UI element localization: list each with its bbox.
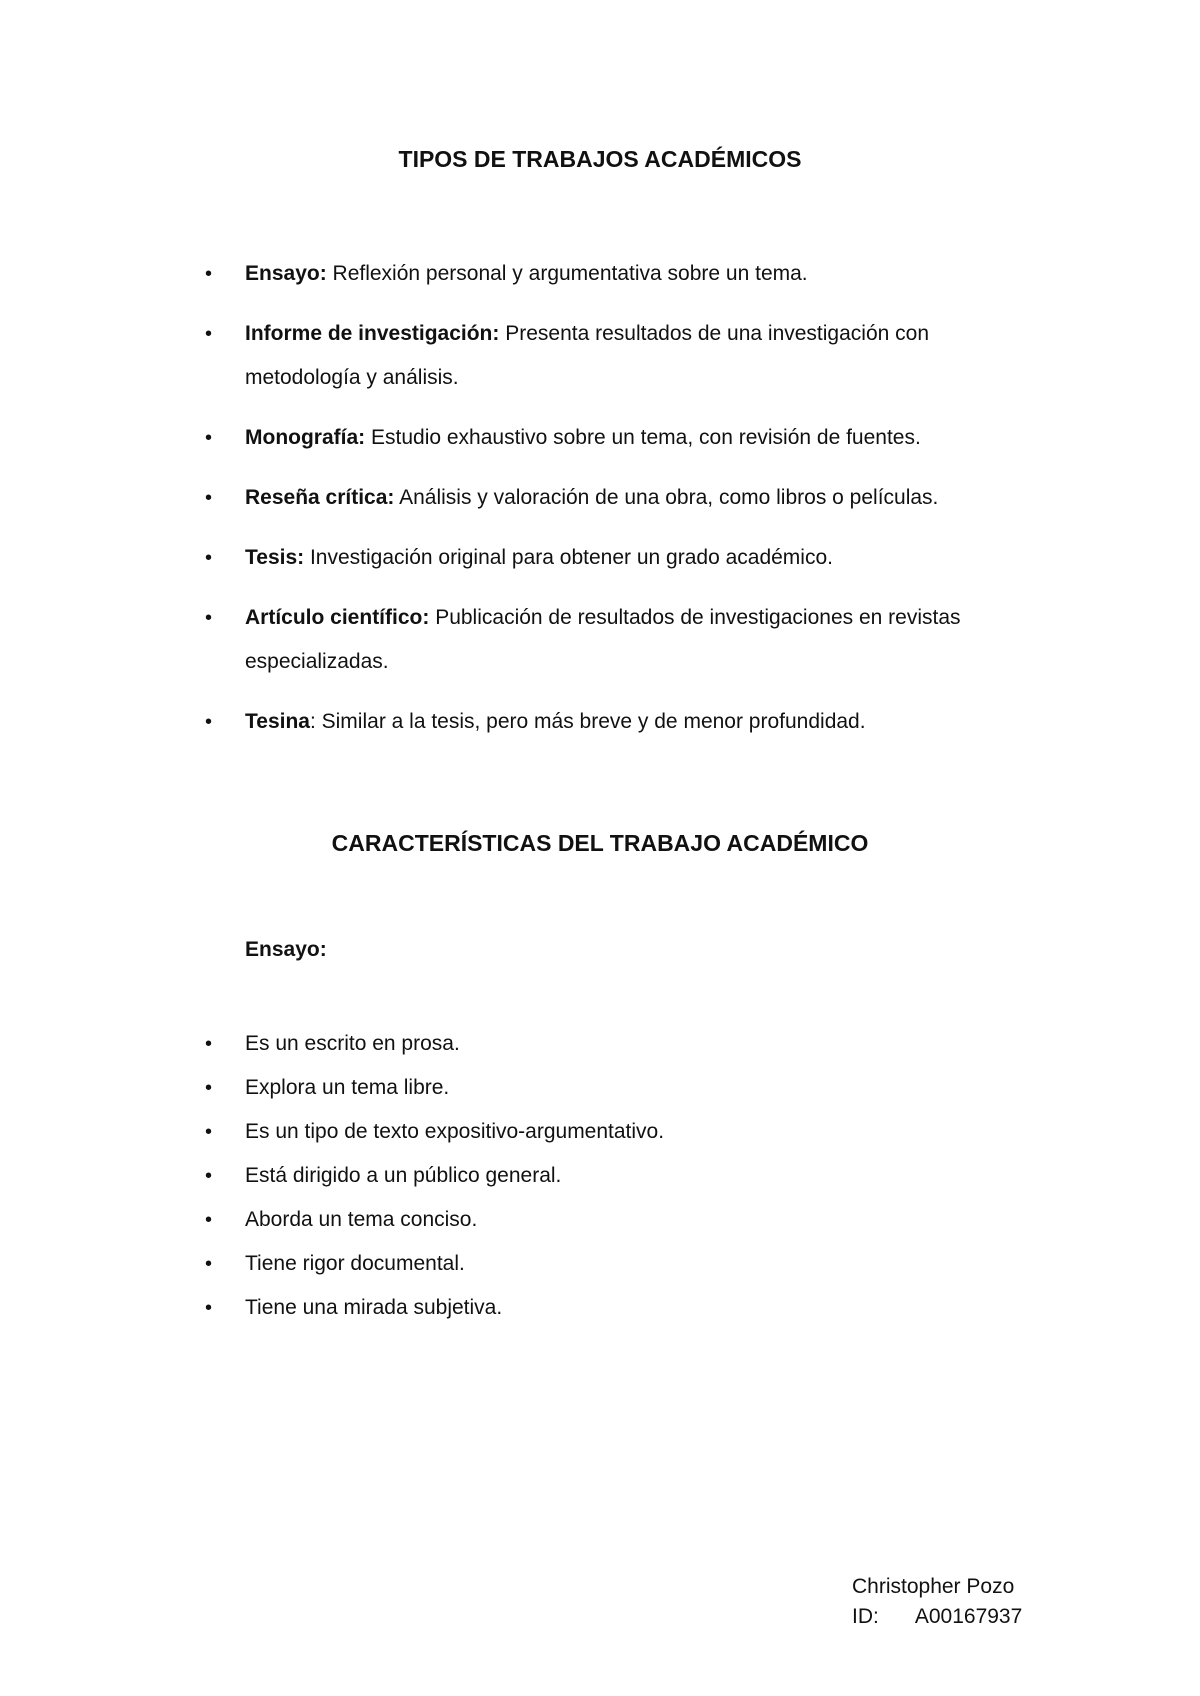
- list-item: [0, 1286, 1200, 1330]
- bullet-icon: •: [205, 1297, 213, 1319]
- list-item: [0, 1242, 1200, 1286]
- list-item-description: Análisis y valoración de una obra, como libros o películas.: [394, 486, 939, 509]
- bullet-icon: •: [205, 607, 213, 629]
- list-item: [0, 1110, 1200, 1154]
- author-id-row: [852, 1602, 1022, 1632]
- bullet-icon: •: [205, 547, 213, 569]
- bullet-icon: •: [205, 1077, 213, 1099]
- list-item: [0, 416, 1200, 460]
- bullet-icon: •: [205, 427, 213, 449]
- list-item-description: Estudio exhaustivo sobre un tema, con revisión de fuentes.: [365, 426, 921, 449]
- list-item-description: Reflexión personal y argumentativa sobre un tema.: [326, 262, 808, 285]
- list-item: [0, 252, 1200, 296]
- list-item-description: Investigación original para obtener un grado académico.: [304, 546, 833, 569]
- bullet-icon: •: [205, 323, 213, 345]
- list-item-text: Es un tipo de texto expositivo-argumentativo.: [245, 1120, 665, 1143]
- list-item-term: Tesis:: [245, 546, 305, 569]
- author-id-value: A00167937: [914, 1605, 1023, 1628]
- bullet-icon: •: [205, 1209, 213, 1231]
- list-item: [0, 312, 1200, 400]
- ensayo-characteristics-list: [0, 1022, 1200, 1330]
- list-item: [0, 476, 1200, 520]
- list-item-term: Reseña crítica:: [245, 486, 395, 509]
- list-item: [0, 596, 1200, 684]
- section-title-types: TIPOS DE TRABAJOS ACADÉMICOS: [398, 146, 802, 172]
- list-item-text: Es un escrito en prosa.: [245, 1032, 460, 1055]
- list-item: [0, 1066, 1200, 1110]
- list-item-text: Está dirigido a un público general.: [245, 1164, 562, 1187]
- bullet-icon: •: [205, 1165, 213, 1187]
- bullet-icon: •: [205, 1033, 213, 1055]
- subsection-title-ensayo: Ensayo:: [245, 938, 327, 961]
- author-id-label: ID:: [852, 1605, 879, 1628]
- list-item-term: Artículo científico:: [245, 606, 430, 629]
- list-item-term: Ensayo:: [245, 262, 327, 285]
- list-item-description: Publicación de resultados de investigaciones en revistas especializadas.: [245, 606, 961, 673]
- list-item-description: Presenta resultados de una investigación con metodología y análisis.: [245, 322, 929, 389]
- list-item-description: : Similar a la tesis, pero más breve y de menor profundidad.: [309, 710, 866, 733]
- list-item: [0, 536, 1200, 580]
- bullet-icon: •: [205, 263, 213, 285]
- list-item-text: Aborda un tema conciso.: [245, 1208, 478, 1231]
- author-signature-block: [852, 1572, 1022, 1632]
- bullet-icon: •: [205, 1253, 213, 1275]
- list-item: [0, 700, 1200, 744]
- list-item-text: Tiene rigor documental.: [245, 1252, 465, 1275]
- list-item-text: Tiene una mirada subjetiva.: [245, 1296, 503, 1319]
- list-item: [0, 1154, 1200, 1198]
- list-item: [0, 1198, 1200, 1242]
- list-item: [0, 1022, 1200, 1066]
- bullet-icon: •: [205, 711, 213, 733]
- list-item-term: Informe de investigación:: [245, 322, 500, 345]
- types-list: [0, 252, 1200, 760]
- bullet-icon: •: [205, 1121, 213, 1143]
- list-item-term: Monografía:: [245, 426, 366, 449]
- list-item-term: Tesina: [245, 710, 310, 733]
- list-item-text: Explora un tema libre.: [245, 1076, 450, 1099]
- author-name: Christopher Pozo: [852, 1575, 1015, 1598]
- section-title-characteristics: CARACTERÍSTICAS DEL TRABAJO ACADÉMICO: [331, 830, 869, 856]
- bullet-icon: •: [205, 487, 213, 509]
